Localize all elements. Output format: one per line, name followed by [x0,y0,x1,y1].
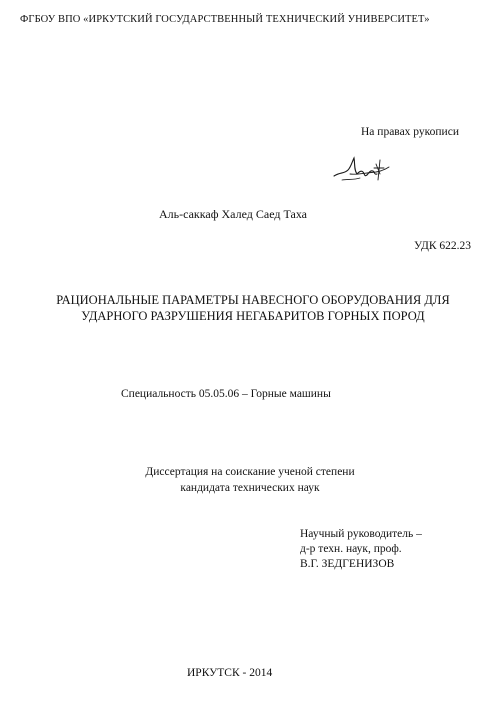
signature-icon [330,150,392,188]
supervisor-role: Научный руководитель – [300,528,422,540]
supervisor-name: В.Г. ЗЕДГЕНИЗОВ [300,558,395,570]
degree-line-2: кандидата технических наук [180,482,320,494]
title-line-1: РАЦИОНАЛЬНЫЕ ПАРАМЕТРЫ НАВЕСНОГО ОБОРУДОВАНИЯ ДЛЯ [56,293,450,307]
institution-header: ФГБОУ ВПО «ИРКУТСКИЙ ГОСУДАРСТВЕННЫЙ ТЕХНИЧЕСКИЙ УНИВЕРСИТЕТ» [20,14,430,25]
specialty: Специальность 05.05.06 – Горные машины [121,388,331,400]
supervisor-degree: д-р техн. наук, проф. [300,543,402,555]
author-name: Аль-саккаф Халед Саед Таха [159,207,307,221]
supervisor-block [300,527,422,572]
udk-code: УДК 622.23 [414,240,471,252]
degree-statement [100,464,400,496]
dissertation-title [20,292,486,324]
city-year: ИРКУТСК - 2014 [187,667,273,679]
title-line-2: УДАРНОГО РАЗРУШЕНИЯ НЕГАБАРИТОВ ГОРНЫХ ПОРОД [81,309,425,323]
rights-note: На правах рукописи [361,126,459,138]
degree-line-1: Диссертация на соискание ученой степени [145,466,355,478]
